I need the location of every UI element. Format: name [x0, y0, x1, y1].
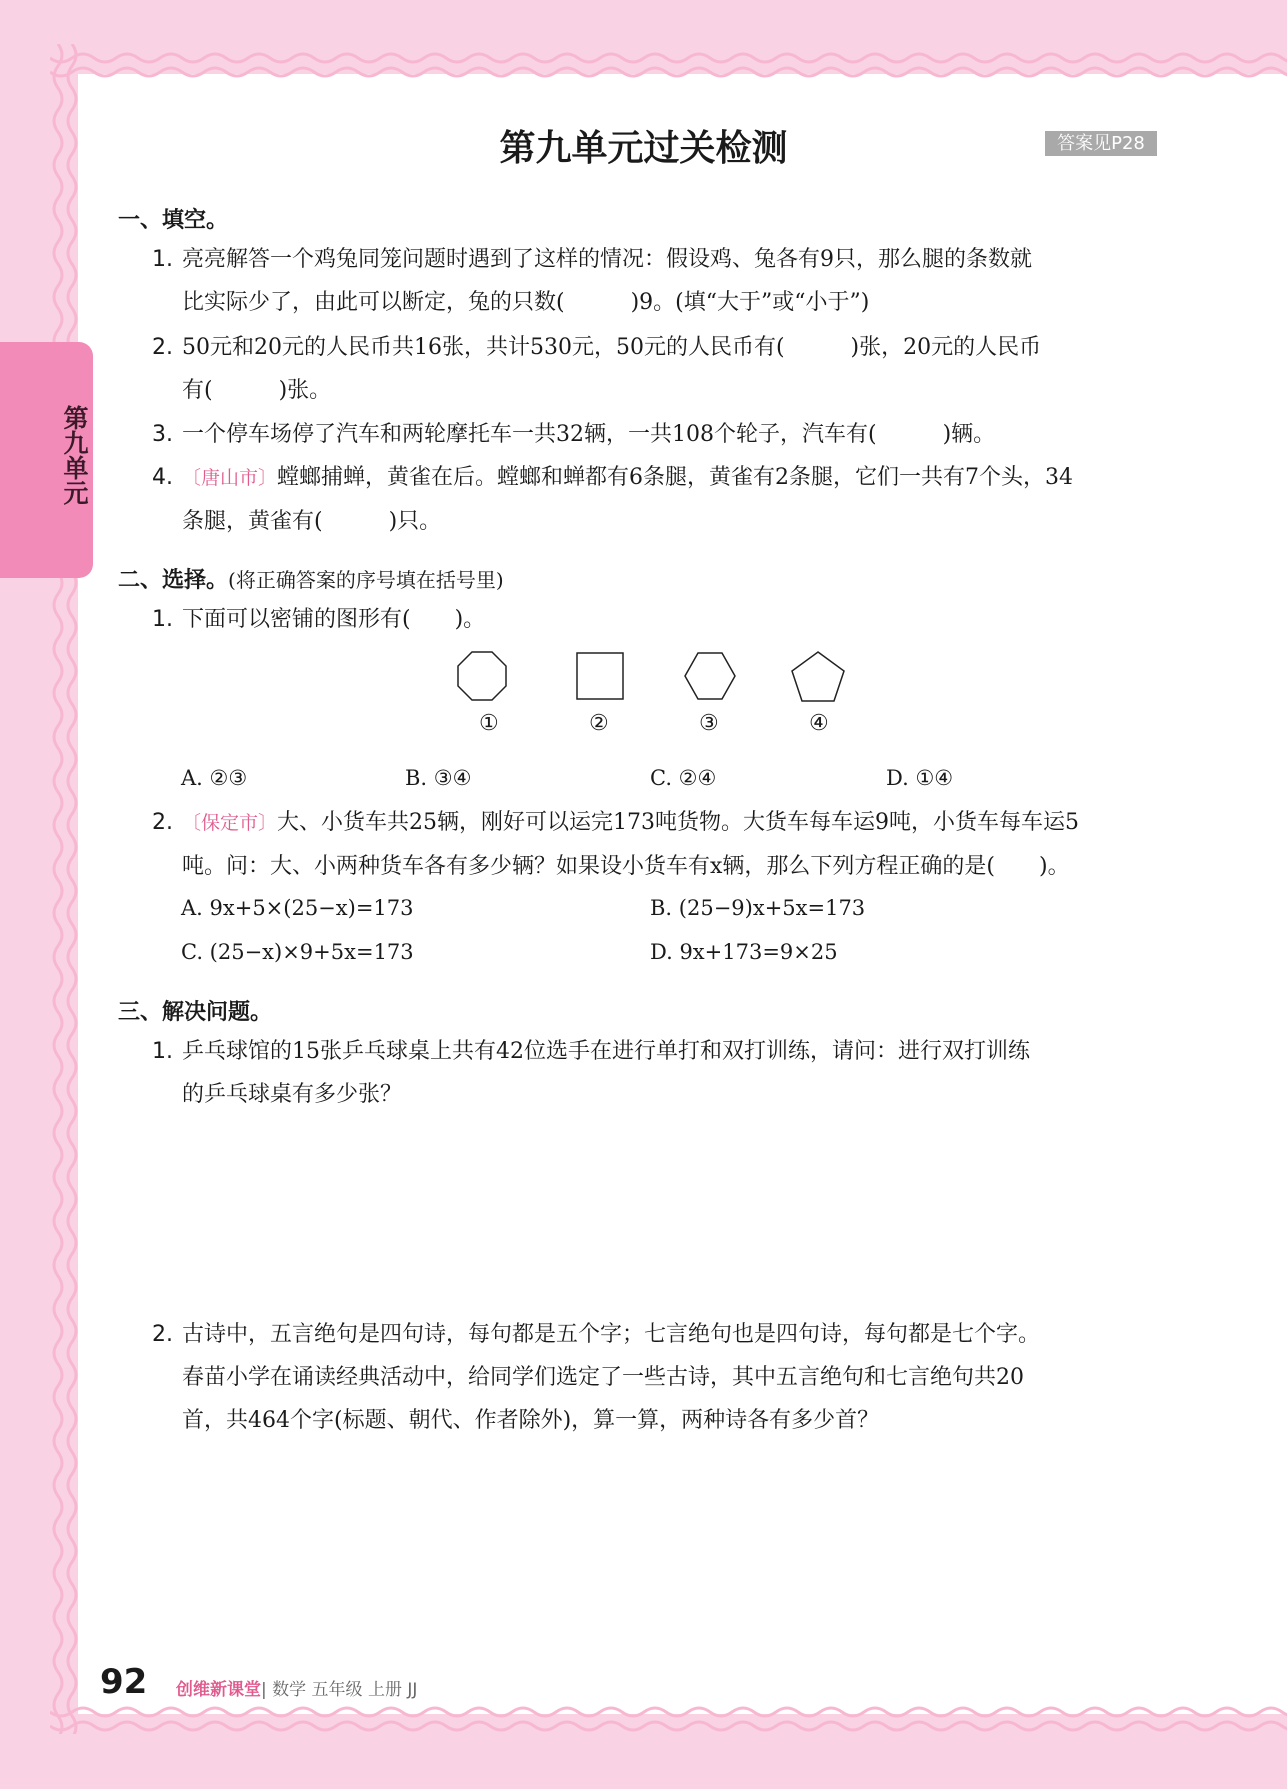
wave-border-left — [44, 44, 90, 1734]
question-text: 下面可以密铺的图形有( )。 — [182, 607, 486, 632]
question-number: 1. — [152, 607, 173, 632]
question-text: 古诗中，五言绝句是四句诗，每句都是五个字；七言绝句也是四句诗，每句都是七个字。 — [182, 1322, 1041, 1347]
choice-d: D. ①④ — [886, 766, 954, 790]
shape-label-3: ③ — [699, 711, 719, 736]
answer-reference-badge: 答案见P28 — [1045, 131, 1157, 156]
question-text: 螳螂捕蝉，黄雀在后。螳螂和蝉都有6条腿，黄雀有2条腿，它们一共有7个头，34 — [277, 465, 1074, 490]
question-text-cont: 比实际少了，由此可以断定，兔的只数( )9。(填“大于”或“小于”) — [182, 290, 870, 315]
question-text: 亮亮解答一个鸡兔同笼问题时遇到了这样的情况：假设鸡、兔各有9只，那么腿的条数就 — [182, 247, 1032, 272]
page-number: 92 — [100, 1662, 148, 1702]
city-tag: 〔保定市〕 — [182, 812, 278, 834]
pentagon-shape — [792, 652, 844, 701]
section-1-title: 一、填空。 — [118, 208, 229, 233]
question-number: 1. — [152, 1039, 173, 1064]
footer-brand: 创维新课堂 — [176, 1680, 261, 1700]
s1-question-1 — [152, 238, 1157, 324]
tessellation-shapes — [455, 648, 855, 708]
square-shape — [577, 653, 623, 699]
page-title: 第九单元过关检测 — [499, 128, 788, 169]
shape-label-1: ① — [479, 711, 499, 736]
question-text-cont: 春苗小学在诵读经典活动中，给同学们选定了一些古诗，其中五言绝句和七言绝句共20 — [182, 1365, 1024, 1390]
s3-question-2 — [152, 1313, 1157, 1442]
s1-question-3 — [152, 413, 1157, 456]
s1-question-2 — [152, 326, 1157, 412]
question-text-cont: 的乒乓球桌有多少张？ — [182, 1082, 403, 1107]
choice-d: D. 9x+173=9×25 — [650, 940, 838, 964]
section-3-title: 三、解决问题。 — [118, 1000, 273, 1025]
section-2-note: (将正确答案的序号填在括号里) — [228, 568, 504, 592]
question-text: 50元和20元的人民币共16张，共计530元，50元的人民币有( )张，20元的人民币 — [182, 335, 1042, 360]
question-text-cont: 首，共464个字(标题、朝代、作者除外)，算一算，两种诗各有多少首？ — [182, 1408, 880, 1433]
choice-c: C. (25−x)×9+5x=173 — [181, 940, 414, 964]
choice-b: B. ③④ — [405, 766, 472, 790]
shape-label-2: ② — [589, 711, 609, 736]
question-number: 3. — [152, 422, 173, 447]
shape-label-4: ④ — [809, 711, 829, 736]
question-number: 2. — [152, 335, 173, 360]
choice-a: A. 9x+5×(25−x)=173 — [181, 896, 414, 920]
wave-border-bottom — [50, 1700, 1287, 1740]
question-text-cont: 条腿，黄雀有( )只。 — [182, 509, 442, 534]
choice-a: A. ②③ — [181, 766, 248, 790]
s2-question-1 — [152, 598, 1157, 641]
section-2-title — [118, 563, 504, 594]
question-text: 一个停车场停了汽车和两轮摩托车一共32辆，一共108个轮子，汽车有( )辆。 — [182, 422, 996, 447]
question-number: 1. — [152, 247, 173, 272]
question-text: 乒乓球馆的15张乒乓球桌上共有42位选手在进行单打和双打训练，请问：进行双打训练 — [182, 1039, 1030, 1064]
s1-question-4 — [152, 456, 1157, 543]
wave-border-top — [50, 44, 1287, 84]
hexagon-shape — [685, 653, 735, 699]
question-number: 4. — [152, 465, 173, 490]
side-tab-label: 第九单元 — [60, 405, 89, 505]
s3-question-1 — [152, 1030, 1157, 1116]
s2-question-2 — [152, 801, 1157, 888]
question-text-cont: 有( )张。 — [182, 378, 332, 403]
question-number: 2. — [152, 810, 173, 835]
question-number: 2. — [152, 1322, 173, 1347]
footer-details: | 数学 五年级 上册 JJ — [261, 1680, 418, 1700]
section-2-heading: 二、选择。 — [118, 568, 229, 593]
choice-c: C. ②④ — [650, 766, 717, 790]
octagon-shape — [458, 652, 506, 700]
footer-info — [176, 1675, 417, 1700]
question-text-cont: 吨。问：大、小两种货车各有多少辆？如果设小货车有x辆，那么下列方程正确的是( )。 — [182, 854, 1070, 879]
choice-b: B. (25−9)x+5x=173 — [650, 896, 866, 920]
city-tag: 〔唐山市〕 — [182, 467, 278, 489]
question-text: 大、小货车共25辆，刚好可以运完173吨货物。大货车每车运9吨，小货车每车运5 — [277, 810, 1079, 835]
